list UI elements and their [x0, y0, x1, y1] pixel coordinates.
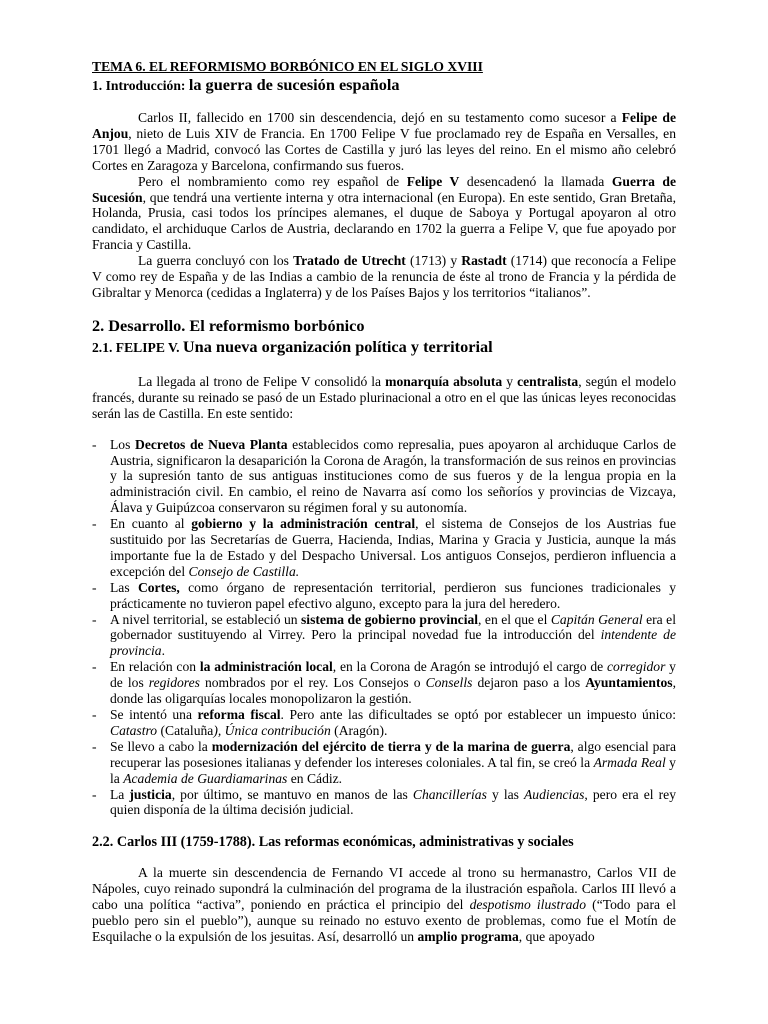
paragraph-war-of-succession: Pero el nombramiento como rey español de Felipe V desencadenó la llamada Guerra de Sucesión, que tendrá una vertiente interna y otra internacional (en Europa). En este sentido, Gran Bretaña, Holanda, Prusia, casi todos los príncipes alemanes, el duque de Saboya y Portugal apoyaron al otro candidato, el archiduque Carlos de Austria, declarando en 1702 la guerra a Felipe V, que fue apoyado por Francia y Castilla.	[92, 173, 676, 253]
section-1-title: la guerra de sucesión española	[188, 75, 400, 94]
document-body	[92, 59, 676, 945]
list-dash: -	[92, 659, 97, 675]
subsection-2-1-heading	[92, 336, 676, 359]
list-dash: -	[92, 516, 97, 532]
list-item-central-government: - En cuanto al gobierno y la administración central, el sistema de Consejos de los Austrias fue sustituido por las Secretarías de Guerra, Hacienda, Indias, Marina y Gracia y Justicia, aunque la más importante fue la de Estado y del Despacho Universal. Los antiguos Consejos, perdieron influencia a excepción del Consejo de Castilla.	[92, 516, 676, 579]
list-dash: -	[92, 738, 97, 754]
document-title: TEMA 6. EL REFORMISMO BORBÓNICO EN EL SIGLO XVIII	[92, 59, 483, 74]
list-item-fiscal-reform: - Se intentó una reforma fiscal. Pero ante las dificultades se optó por establecer un impuesto único: Catastro (Cataluña), Única contribución (Aragón).	[92, 707, 676, 738]
list-dash: -	[92, 611, 97, 627]
paragraph-absolute-monarchy: La llegada al trono de Felipe V consolidó la monarquía absoluta y centralista, según el modelo francés, durante su reinado se pasó de un Estado plurinacional a otro en el que las únicas leyes reconocidas serán las de Castilla. En este sentido:	[92, 373, 677, 421]
list-item-nueva-planta: - Los Decretos de Nueva Planta establecidos como represalia, pues apoyaron al archiduque Carlos de Austria, significaron la desaparición la Corona de Aragón, la transformación de sus reinos en provincias y la supresión tanto de sus antiguas instituciones como de sus fueros y de la lengua propia en la administración civil. En cambio, el reino de Navarra así como los señoríos y provincias de Vizcaya, Álava y Guipúzcoa conservaron su régimen foral y su autonomía.	[92, 436, 677, 516]
list-item-army-navy: - Se llevo a cabo la modernización del ejército de tierra y de la marina de guerra, algo esencial para recuperar las posesiones italianas y defender los intereses coloniales. A tal fin, se creó la Armada Real y la Academia de Guardiamarinas en Cádiz.	[92, 738, 676, 786]
paragraph-treaty-utrecht: La guerra concluyó con los Tratado de Utrecht (1713) y Rastadt (1714) que reconocía a Felipe V como rey de España y de las Indias a cambio de la renuncia de éste al trono de Francia y la pérdida de Gibraltar y Menorca (cedidas a Inglaterra) y de los Países Bajos y los territorios “italianos”.	[92, 253, 677, 300]
list-dash: -	[92, 707, 97, 722]
paragraph-succession-will: Carlos II, fallecido en 1700 sin descendencia, dejó en su testamento como sucesor a Felipe de Anjou, nieto de Luis XIV de Francia. En 1700 Felipe V fue proclamado rey de España en Versalles, en 1701 llegó a Madrid, convocó las Cortes de Castilla y juró las leyes del reino. En el mismo año celebró Cortes en Zaragoza y Barcelona, confirmando sus fueros.	[92, 110, 676, 173]
list-item-local-administration: - En relación con la administración local, en la Corona de Aragón se introdujó el cargo de corregidor y de los regidores nombrados por el rey. Los Consejos o Consells dejaron paso a los Ayuntamientos, donde las oligarquías locales monopolizaron la gestión.	[92, 659, 676, 707]
list-item-justice: - La justicia, por último, se mantuvo en manos de las Chancillerías y las Audiencias, pero era el rey quien disponía de la última decisión judicial.	[92, 786, 676, 818]
section-2-heading: 2. Desarrollo. El reformismo borbónico	[92, 315, 365, 335]
list-dash: -	[92, 786, 97, 802]
subsection-2-1-title: Una nueva organización política y territorial	[182, 336, 493, 356]
section-1-heading	[92, 75, 676, 96]
subsection-2-2-heading: 2.2. Carlos III (1759-1788). Las reformas económicas, administrativas y sociales	[92, 834, 574, 851]
list-item-provincial-government: - A nivel territorial, se estableció un sistema de gobierno provincial, en el que el Capitán General era el gobernador sustituyendo al Virrey. Pero la principal novedad fue la introducción del intendente de provincia.	[92, 611, 676, 659]
subsection-2-1-number: 2.1. FELIPE V.	[92, 339, 183, 355]
list-item-cortes: - Las Cortes, como órgano de representación territorial, perdieron sus funciones tradicionales y prácticamente no tuvieron papel efectivo alguno, excepto para la jura del heredero.	[92, 579, 676, 611]
reforms-list	[92, 437, 676, 819]
section-1-number: 1. Introducción:	[92, 78, 189, 93]
list-dash: -	[92, 579, 97, 595]
paragraph-carlos-iii: A la muerte sin descendencia de Fernando VI accede al trono su hermanastro, Carlos VII de Nápoles, cuyo reinado supondrá la culminación del programa de la ilustración española. Carlos III llevó a cabo una política “activa”, poniendo en práctica el principio del despotismo ilustrado (“Todo para el pueblo pero sin el pueblo”), aunque su reinado no estuvo exento de problemas, como fue el Motín de Esquilache o la expulsión de los jesuitas. Así, desarrolló un amplio programa, que apoyado	[92, 865, 677, 944]
list-dash: -	[92, 436, 97, 452]
